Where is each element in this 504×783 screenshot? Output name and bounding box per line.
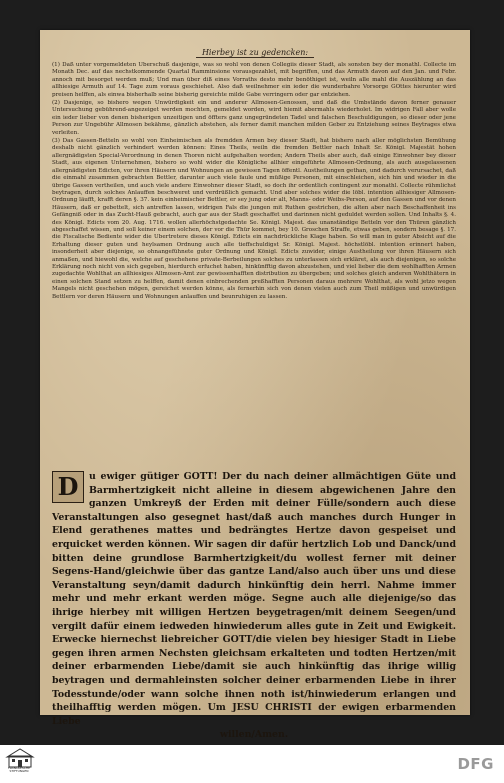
orphanage-building-icon: [5, 748, 35, 768]
note-paragraph-3: (3) Das Gassen-Betteln so wohl von Einheimischen als fremdden Armen bey dieser Stadt, hat bishero nach aller möglichsten Bemühung deshalb nicht gänzlich verhindert werden können: Eines Theils, weiln die fremden Bettler nach Inhalt Sr. Königl. Majestät hohen allergnädigsten Special-Verordnung in denen Thoren nicht aufgehalten worden; Andern Theils aber auch, daß einige Einwohner bey dieser Stadt, aus eigenen Unternehmen, bishero so wohl wider die Königliche allhier eingeführte Allmosen-Ordnung, als auch ausgelassenen allergnädigsten Edicten, vor ihren Häusern und Wohnungen an gewissen Tagen öffentl. Austheilungen gethan, und dadurch verursachet, daß die einmahl zusammen gebrachten Bettler, darunter auch viele faule und müßige Personen, mit einschleichen, sich hin und wieder in die übrige Gassen vertheilen, und auch viele andere Einwohner dieser Stadt, so doch ihr ordentlich contingent zur monathl. Collecte rühmlichst beytragen, durch solches Anlauffen beschweret und verdrüßlich gemacht. Und aber solches wider die löbl. intention allhiesiger Allmosen-Ordnung läufft, krafft deren §. 37. kein einheimischer Bettler, er sey jung oder alt, Manns- oder Weibs-Person, auf den Gassen und vor denen Häusern, daß er gebettelt, sich antreffen lassen, widrigen Fals die jungen mit Ruthen gestrichen, die alten aber nach Beschaffenheit ins Gefängniß oder in das Zucht-Hauß gebracht, auch gar aus der Stadt geschaffet und darinnen nicht geduldet werden sollen. Und Inhalts §. 4. des Königl. Edicts vom 20. Aug. 1716. wollen allerhöchstgedachte Se. Königl. Majest. das unanständige Betteln vor den Thüren gänzlich abgeschaffet wissen, und soll keiner einem solchen, der vor die Thür kommet, bey 10. Groschen Straffe, etwas geben, sondern besage §. 17. die Fiscalische Bediente wider die Ubertretere dieses Königl. Edicts ein nachdrückliche Klage haben. So will man in guter Absicht auf die Erhaltung dieser guten und heylsamen Ordnung auch alle tieffschuldigst Sr. Königl. Majest. höchstlöbl. intention erinnert haben, insonderheit aber diejenige, so ohnangefühnete guter Ordnung und Königl. Edicts zuwider, einige Austheilung vor ihren Häusern sich anmaßen, und hiewohl die, welche auf geschehene private-Berbeilungen solches zu unterlassen sich erkläret, als auch diejenigen, so solche Erklärung noch nicht von sich gegeben, hierdurch erfuchet haben, hinkünfftig davon abzustehen, und viel lieber die dem wohlhafften Armen zugedachte Wohlthat an allhiesiges Allmosen-Amt zur gewissenhafften distribution zu übergeben; und solches gleich anderen Wohlthätern in einen solchen Stand setzen zu helffen, damit denen einbrechenden preßhafften Personen daraus mehrere Wohlthat, als wohl jetzo wegen Mangels nicht geschehen mögen, gereichet werden könne, als fernerhin sich von denen vielen auch zum Theil müßigen und unwürdigen Bettlern vor deren Häusern und Wohnungen anlauffen und beunruhigen zu lassen.: [52, 138, 456, 300]
document-page: [40, 30, 470, 741]
institution-logo-text: FRANCKESCHE STIFTUNGEN: [7, 766, 31, 774]
prayer-text: u ewiger gütiger GOTT! Der du nach deiner allmächtigen Güte und Barmhertzigkeit nicht alleine in diesem abgewichenen Jahre den ganzen Umkreyß der Erden mit deiner Fülle/sondern auch diese Veranstaltungen also gesegnet hast/daß auch manches durch Hunger in Elend gerathenes mattes und bedrängtes Hertze davon gespeiset und erquicket werden können. Wir sagen dir dafür hertzlich Lob und Danck/und bitten deine grundlose Barmhertzigkeit/du wollest ferner mit deiner Segens-Hand/gleichwie über das gantze Land/also auch über uns und diese Veranstaltung seyn/damit dadurch hinkünftig dein herrl. Nahme immer mehr und mehr erkant werden möge. Segne auch alle diejenige/so das ihrige hierbey mit willigen Hertzen beygetragen/mit deinem Seegen/und vergilt dafür einem iedweden hinwiederum alles gute in Zeit und Ewigkeit. Erwecke hiernechst liebreicher GOTT/die vielen bey hiesiger Stadt in Liebe gegen ihren armen Nechsten gleichsam erkalteten und todten Hertzen/mit deiner erbarmenden Liebe/damit sie auch hinkünftig das ihrige willig beytragen und dermahleinsten solcher deiner erbarmenden Liebe in ihrer Todesstunde/oder wann solche ihnen noth ist/hinwiederum erlangen und theilhafftig werden mögen. Um JESU CHRISTI der ewigen erbarmenden Liebe: [52, 471, 456, 727]
footer-bar: [0, 745, 504, 783]
institution-logo: [5, 748, 35, 780]
decorated-initial: D: [52, 471, 84, 503]
note-paragraph-2: (2) Dasjenige, so bishero wegen Unwürdigkeit ein und anderer Allmosen-Genossen, und daß die Umbstände davon ferner genauer Untersuchung gebührend-angezeiget werden mochten, gemeldet worden, wird hiemit abermahls wiederholet. Im widrigen Fall aber wolle ein ieder lieber von denen bisherigen unzeitigen und öffters ganz ungegründeten Tadel und falschen Beschuldigungen, so dieser oder jene Person zur Ungebühr Allmosen bekähme, gänzlich abstehen, als ferner damit manchen milden Geber zu Entziehung seines Beytrages etwa verleiten.: [52, 100, 456, 136]
dfg-logo: DFG: [457, 755, 494, 773]
note-paragraph-1: (1) Daß unter vorgemeldeten Uberschuß dasjenige, was so wohl von denen Collegiis dieser Stadt, als sonsten bey der monathl. Collecte im Monath Dec. auf das nechstkommende Quartal Ramminsione vorausgezahlet, mit begriffen, und das Armuth davon auf den Jan. und Febr. annoch mit besorget werden muß; Und man über diß eines Vorraths desto mehr benöthiget ist, weiln alle mahl die Auszählung an das allhiesige Armuth auf 14. Tage zum voraus geschiehet. Also daß weilnehmer ein ieder die wunderbahre Vorsorge GOttes hierunter wird preisen helffen, als einwa bisherhalb seine bisherig gereichte milde Gabe verringern oder gar entziehen.: [52, 62, 456, 98]
prayer-section: [52, 470, 456, 741]
notes-section: [52, 62, 456, 466]
prayer-closing: willen/Amen.: [219, 729, 289, 741]
heading-text: Hierbey ist zu gedencken:: [196, 48, 314, 58]
page-heading: [40, 48, 470, 57]
